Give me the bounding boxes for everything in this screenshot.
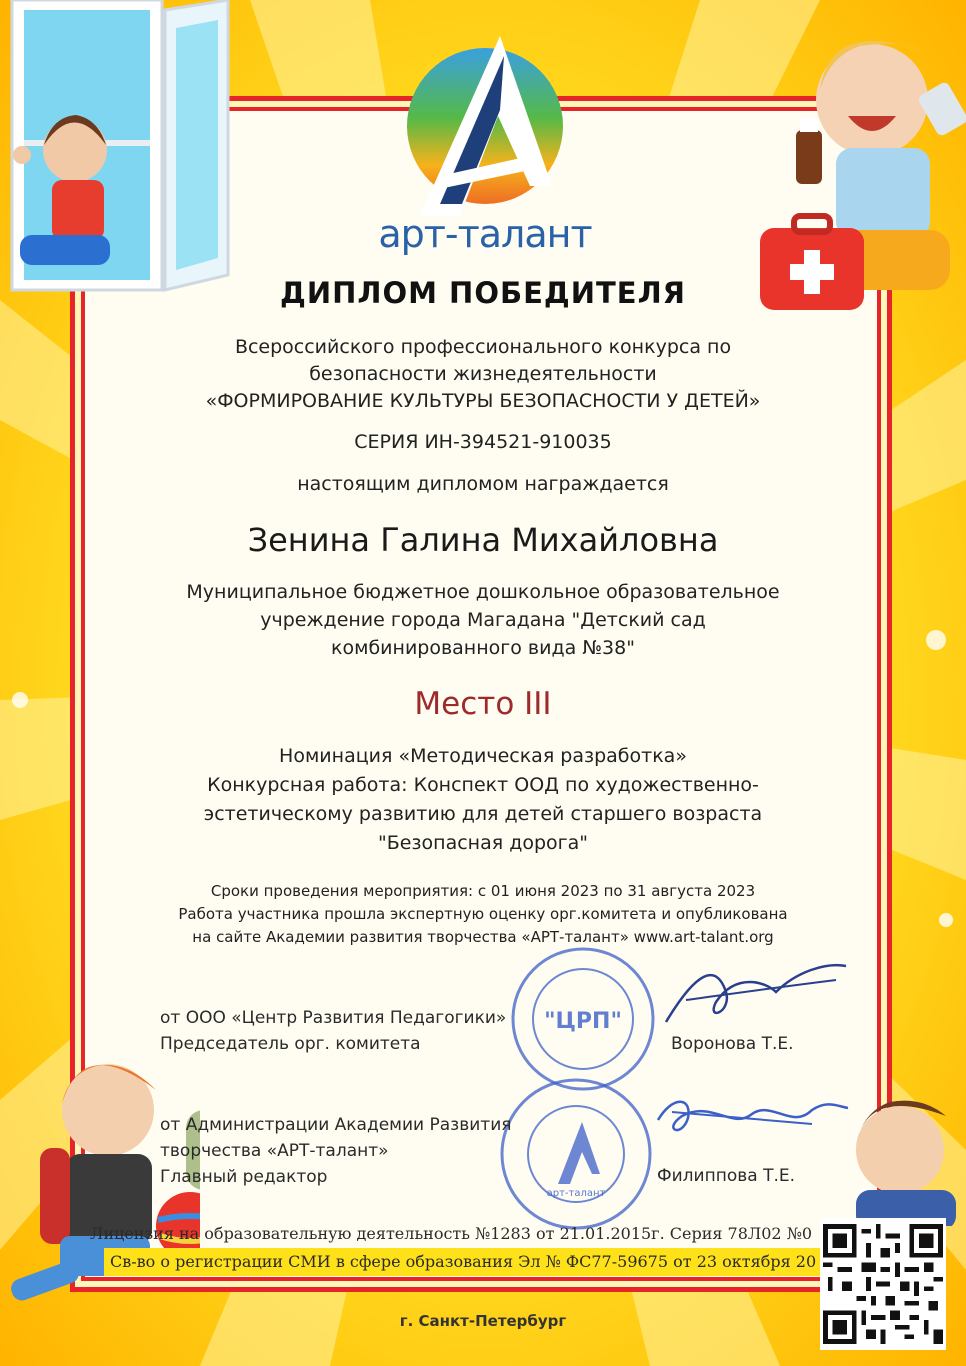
signature-line: Председатель орг. комитета	[160, 1034, 421, 1054]
terms-line: Сроки проведения мероприятия: с 01 июня 2023 по 31 августа 2023	[210, 882, 756, 900]
nomination-line: эстетическому развитию для детей старшего возраста	[203, 803, 763, 825]
signature-block-academy	[160, 1112, 511, 1190]
contest-line: «ФОРМИРОВАНИЕ КУЛЬТУРЫ БЕЗОПАСНОСТИ У ДЕТЕЙ»	[205, 390, 761, 412]
signature-line: творчества «АРТ-талант»	[160, 1141, 389, 1161]
contest-description	[0, 334, 966, 415]
registration-text: Св-во о регистрации СМИ в сфере образования Эл № ФС77-59675 от 23 октября 20	[110, 1252, 817, 1271]
terms-line: на сайте Академии развития творчества «АРТ-талант» www.art-talant.org	[192, 928, 774, 946]
nomination-line: Номинация «Методическая разработка»	[279, 745, 687, 767]
logo-wordmark: арт-талант	[378, 212, 592, 256]
event-terms	[0, 880, 966, 949]
contest-line: безопасности жизнедеятельности	[309, 363, 657, 385]
organization-line: Муниципальное бюджетное дошкольное образовательное	[186, 581, 780, 603]
crp-stamp-center: "ЦРП"	[544, 1009, 622, 1034]
organization-line: учреждение города Магадана "Детский сад	[260, 609, 706, 631]
signatory-name: Воронова Т.Е.	[671, 1034, 794, 1054]
nomination	[0, 742, 966, 858]
recipient-name: Зенина Галина Михайловна	[247, 521, 719, 559]
place-award: Место III	[414, 686, 552, 722]
art-talant-stamp	[496, 1074, 656, 1234]
nomination-line: Конкурсная работа: Конспект ООД по художественно-	[207, 774, 759, 796]
signature-line: Главный редактор	[160, 1167, 328, 1187]
signature-line: от Администрации Академии Развития	[160, 1115, 512, 1135]
signature-voronova	[656, 952, 856, 1042]
crp-stamp	[508, 944, 658, 1094]
organization	[0, 578, 966, 662]
boy-window-illustration	[0, 0, 240, 300]
series-number: СЕРИЯ ИН-394521-910035	[354, 431, 612, 453]
city: г. Санкт-Петербург	[399, 1312, 567, 1330]
signature-block-crp	[160, 1005, 506, 1057]
qr-code[interactable]	[820, 1218, 946, 1350]
boy-medicine-illustration	[760, 20, 966, 310]
awarded-text: настоящим дипломом награждается	[297, 473, 669, 495]
signature-line: от ООО «Центр Развития Педагогики»	[160, 1008, 507, 1028]
signature-filippova	[652, 1090, 852, 1150]
license-text: Лицензия на образовательную деятельность №1283 от 21.01.2015г. Серия 78Л02 №0	[90, 1224, 813, 1243]
organization-line: комбинированного вида №38"	[331, 637, 635, 659]
diploma-title: ДИПЛОМ ПОБЕДИТЕЛЯ	[279, 276, 686, 310]
signatory-name: Филиппова Т.Е.	[657, 1166, 796, 1186]
qr-code-icon	[823, 1221, 943, 1347]
terms-line: Работа участника прошла экспертную оценку орг.комитета и опубликована	[178, 905, 788, 923]
nomination-line: "Безопасная дорога"	[377, 832, 589, 854]
art-stamp-center: арт-талант	[546, 1188, 606, 1199]
contest-line: Всероссийского профессионального конкурса по	[234, 336, 732, 358]
